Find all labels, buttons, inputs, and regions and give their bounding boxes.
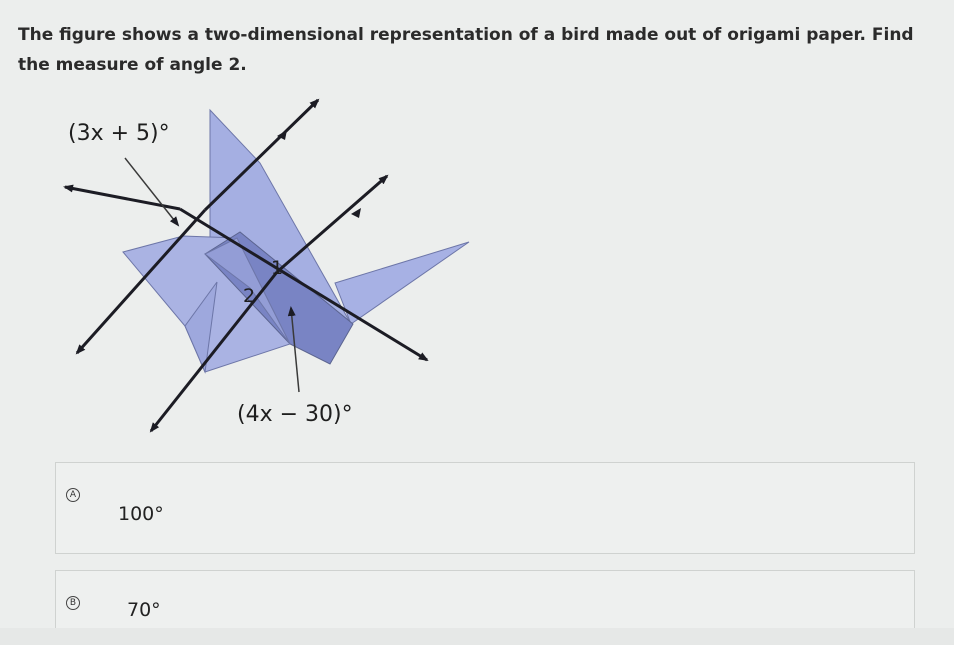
choice-b-value: 70° (127, 599, 161, 621)
question-text: The figure shows a two-dimensional representation of a bird made out of origami paper. Find the measure of angle 2. (18, 25, 914, 75)
bird-wing-right-polygon (335, 242, 469, 324)
choice-a[interactable] (55, 462, 915, 554)
angle-2-label: 2 (243, 285, 256, 307)
top-angle-label: (3x + 5)° (68, 121, 170, 146)
angle-1-label: 1 (271, 257, 284, 279)
top-label-pointer (125, 158, 178, 225)
bottom-strip (0, 628, 954, 645)
choice-b[interactable] (55, 570, 915, 632)
choice-a-value: 100° (118, 503, 164, 525)
parallel-tick-2 (351, 208, 361, 218)
bottom-angle-label: (4x − 30)° (237, 402, 353, 427)
choice-a-radio[interactable]: A (66, 488, 80, 502)
choice-b-radio[interactable]: B (66, 596, 80, 610)
origami-bird-figure (55, 88, 485, 443)
